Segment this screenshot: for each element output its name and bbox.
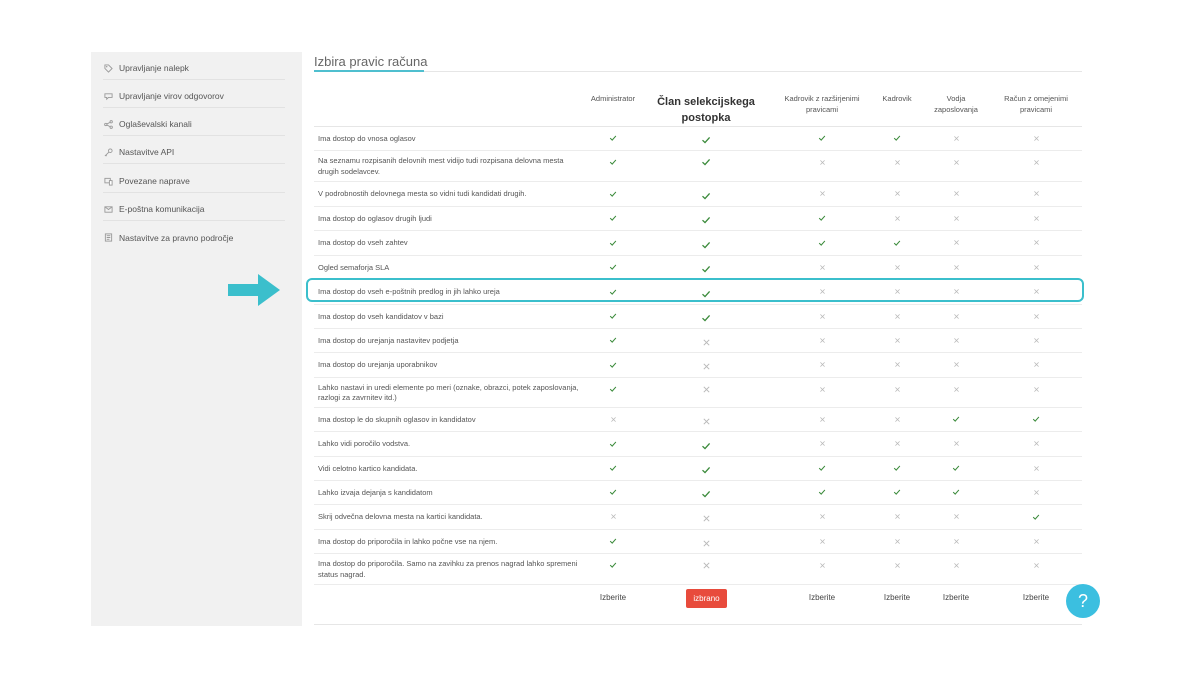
sidebar-item-label: E-poštna komunikacija xyxy=(119,204,205,214)
cross-icon xyxy=(1029,213,1043,223)
sidebar-item-e-po-tna-komunikacija[interactable] xyxy=(103,198,285,221)
row-label: Ima dostop do vseh kandidatov v bazi xyxy=(318,311,444,321)
share-icon xyxy=(103,119,113,129)
row-label: Ogled semaforja SLA xyxy=(318,262,390,272)
check-icon xyxy=(606,238,620,248)
check-icon xyxy=(890,238,904,248)
sidebar xyxy=(91,52,302,626)
cross-icon xyxy=(699,560,713,570)
cross-icon xyxy=(890,262,904,272)
page-title: Izbira pravic računa xyxy=(314,54,428,69)
cross-icon xyxy=(1029,189,1043,199)
table-row xyxy=(314,231,1082,256)
sidebar-item-nastavitve-api[interactable] xyxy=(103,141,285,164)
mail-icon xyxy=(103,204,113,214)
sidebar-item-label: Oglaševalski kanali xyxy=(119,119,192,129)
cross-icon xyxy=(890,213,904,223)
cross-icon xyxy=(606,414,620,424)
check-icon xyxy=(606,213,620,223)
title-divider xyxy=(314,71,1082,72)
check-icon xyxy=(606,262,620,272)
sidebar-item-nastavitve-za-pravno-podro-je[interactable] xyxy=(103,226,285,249)
cross-icon xyxy=(815,311,829,321)
table-bottom-divider xyxy=(314,624,1082,625)
check-icon xyxy=(606,360,620,370)
check-icon xyxy=(815,463,829,473)
cross-icon xyxy=(1029,133,1043,143)
row-label: Vidi celotno kartico kandidata. xyxy=(318,463,418,473)
cross-icon xyxy=(949,157,963,167)
cross-icon xyxy=(815,384,829,394)
cross-icon xyxy=(949,536,963,546)
row-label: Ima dostop do urejanja uporabnikov xyxy=(318,360,438,369)
check-icon xyxy=(606,157,620,167)
check-icon xyxy=(949,463,963,473)
check-icon xyxy=(949,487,963,497)
check-icon xyxy=(699,135,713,145)
select-role-button[interactable]: Izberite xyxy=(942,593,970,602)
row-label: V podrobnostih delovnega mesta so vidni tudi kandidati drugih. xyxy=(318,189,527,198)
cross-icon xyxy=(890,414,904,424)
table-row xyxy=(314,457,1082,481)
cross-icon xyxy=(815,512,829,522)
check-icon xyxy=(699,489,713,499)
arrow-right-icon xyxy=(228,274,280,306)
check-icon xyxy=(815,238,829,248)
cross-icon xyxy=(949,311,963,321)
check-icon xyxy=(606,133,620,143)
cross-icon xyxy=(815,560,829,570)
cross-icon xyxy=(1029,335,1043,345)
cross-icon xyxy=(890,360,904,370)
row-label: Lahko izvaja dejanja s kandidatom xyxy=(318,487,433,497)
cross-icon xyxy=(815,439,829,449)
cross-icon xyxy=(949,238,963,248)
table-row xyxy=(314,408,1082,432)
check-icon xyxy=(606,463,620,473)
table-row xyxy=(314,305,1082,329)
highlighted-row-outline xyxy=(306,278,1084,302)
cross-icon xyxy=(815,414,829,424)
sidebar-item-povezane-naprave[interactable] xyxy=(103,170,285,193)
cross-icon xyxy=(699,514,713,524)
row-label: Ima dostop do urejanja nastavitev podjetja xyxy=(318,335,459,345)
cross-icon xyxy=(815,262,829,272)
cross-icon xyxy=(949,439,963,449)
check-icon xyxy=(699,191,713,201)
sidebar-item-label: Povezane naprave xyxy=(119,176,190,186)
column-header: Vodja zaposlovanja xyxy=(934,94,978,114)
check-icon xyxy=(949,414,963,424)
table-row xyxy=(314,554,1082,585)
table-row xyxy=(314,182,1082,207)
sidebar-item-upravljanje-nalepk[interactable] xyxy=(103,57,285,80)
cross-icon xyxy=(1029,311,1043,321)
check-icon xyxy=(606,335,620,345)
cross-icon xyxy=(699,362,713,372)
table-row xyxy=(314,481,1082,505)
check-icon xyxy=(815,133,829,143)
devices-icon xyxy=(103,176,113,186)
check-icon xyxy=(606,439,620,449)
table-row xyxy=(314,530,1082,554)
cross-icon xyxy=(949,213,963,223)
cross-icon xyxy=(949,512,963,522)
check-icon xyxy=(890,487,904,497)
check-icon xyxy=(1029,512,1043,522)
row-label: Ima dostop do priporočila in lahko počne vse na njem. xyxy=(318,536,498,546)
cross-icon xyxy=(890,512,904,522)
row-label: Ima dostop do oglasov drugih ljudi xyxy=(318,213,432,223)
row-label: Na seznamu rozpisanih delovnih mest vidijo tudi rozpisana delovna mesta drugih sodelavcev. xyxy=(318,156,564,176)
check-icon xyxy=(699,313,713,323)
sidebar-item-label: Nastavitve za pravno področje xyxy=(119,232,234,243)
cross-icon xyxy=(1029,360,1043,370)
row-label: Lahko nastavi in uredi elemente po meri (oznake, obrazci, potek zaposlovanja, razlogi za zavrnitev itd.) xyxy=(318,382,579,402)
cross-icon xyxy=(949,384,963,394)
check-icon xyxy=(1029,414,1043,424)
check-icon xyxy=(606,487,620,497)
cross-icon xyxy=(1029,487,1043,497)
select-role-button[interactable]: Izberite xyxy=(808,593,836,602)
cross-icon xyxy=(699,538,713,548)
row-label: Ima dostop do vseh e-poštnih predlog in jih lahko ureja xyxy=(318,287,500,296)
row-label: Skrij odvečna delovna mesta na kartici kandidata. xyxy=(318,512,483,521)
sidebar-item-label: Upravljanje virov odgovorov xyxy=(119,91,224,101)
sidebar-item-upravljanje-virov-odgovorov[interactable] xyxy=(103,85,285,108)
key-icon xyxy=(103,147,113,157)
row-label: Ima dostop le do skupnih oglasov in kandidatov xyxy=(318,414,476,424)
row-label: Lahko vidi poročilo vodstva. xyxy=(318,439,411,448)
cross-icon xyxy=(890,311,904,321)
cross-icon xyxy=(1029,439,1043,449)
cross-icon xyxy=(1029,238,1043,248)
table-row xyxy=(314,127,1082,151)
column-header: Član selekcijskega postopka xyxy=(657,96,755,124)
check-icon xyxy=(606,536,620,546)
check-icon xyxy=(699,240,713,250)
sidebar-item-label: Upravljanje nalepk xyxy=(119,63,189,73)
table-row xyxy=(314,256,1082,280)
cross-icon xyxy=(890,189,904,199)
select-role-button[interactable]: Izberite xyxy=(883,593,911,602)
cross-icon xyxy=(949,335,963,345)
cross-icon xyxy=(1029,384,1043,394)
cross-icon xyxy=(815,536,829,546)
table-row xyxy=(314,329,1082,353)
legal-icon xyxy=(103,233,113,243)
cross-icon xyxy=(890,384,904,394)
cross-icon xyxy=(1029,157,1043,167)
check-icon xyxy=(606,189,620,199)
column-header: Administrator xyxy=(590,94,636,103)
tag-icon xyxy=(103,63,113,73)
cross-icon xyxy=(949,133,963,143)
check-icon xyxy=(890,463,904,473)
cross-icon xyxy=(949,360,963,370)
cross-icon xyxy=(699,416,713,426)
row-label: Ima dostop do vnosa oglasov xyxy=(318,133,416,143)
cross-icon xyxy=(815,157,829,167)
sidebar-item-ogla-evalski-kanali[interactable] xyxy=(103,113,285,136)
cross-icon xyxy=(815,360,829,370)
check-icon xyxy=(699,441,713,451)
help-button[interactable] xyxy=(1066,584,1100,618)
table-row xyxy=(314,378,1082,408)
table-row xyxy=(314,505,1082,530)
cross-icon xyxy=(606,512,620,522)
selected-role-button[interactable]: izbrano xyxy=(686,589,727,608)
check-icon xyxy=(606,560,620,570)
feedback-icon xyxy=(103,91,113,101)
table-row xyxy=(314,151,1082,182)
check-icon xyxy=(606,384,620,394)
help-icon: ? xyxy=(1077,590,1088,611)
row-label: Ima dostop do priporočila. Samo na zavihku za prenos nagrad lahko spremeni status nagrad. xyxy=(318,559,578,579)
table-row xyxy=(314,353,1082,378)
cross-icon xyxy=(890,157,904,167)
sidebar-item-label: Nastavitve API xyxy=(119,147,175,157)
select-role-button[interactable]: Izberite xyxy=(1022,593,1050,602)
cross-icon xyxy=(1029,463,1043,473)
check-icon xyxy=(699,264,713,274)
cross-icon xyxy=(1029,560,1043,570)
cross-icon xyxy=(699,384,713,394)
cross-icon xyxy=(890,536,904,546)
column-header: Račun z omejenimi pravicami xyxy=(1004,94,1068,114)
check-icon xyxy=(699,465,713,475)
cross-icon xyxy=(890,560,904,570)
cross-icon xyxy=(949,189,963,199)
cross-icon xyxy=(815,335,829,345)
cross-icon xyxy=(949,560,963,570)
check-icon xyxy=(815,213,829,223)
cross-icon xyxy=(815,189,829,199)
check-icon xyxy=(699,215,713,225)
check-icon xyxy=(890,133,904,143)
table-row xyxy=(314,432,1082,457)
column-header: Kadrovik z razširjenimi pravicami xyxy=(784,94,860,114)
check-icon xyxy=(815,487,829,497)
cross-icon xyxy=(890,439,904,449)
check-icon xyxy=(606,311,620,321)
cross-icon xyxy=(1029,262,1043,272)
row-label: Ima dostop do vseh zahtev xyxy=(318,238,408,247)
select-role-button[interactable]: Izberite xyxy=(599,593,627,602)
table-row xyxy=(314,207,1082,231)
cross-icon xyxy=(699,337,713,347)
cross-icon xyxy=(890,335,904,345)
column-header: Kadrovik xyxy=(882,94,912,103)
cross-icon xyxy=(1029,536,1043,546)
check-icon xyxy=(699,157,713,167)
title-underline xyxy=(314,70,424,72)
cross-icon xyxy=(949,262,963,272)
